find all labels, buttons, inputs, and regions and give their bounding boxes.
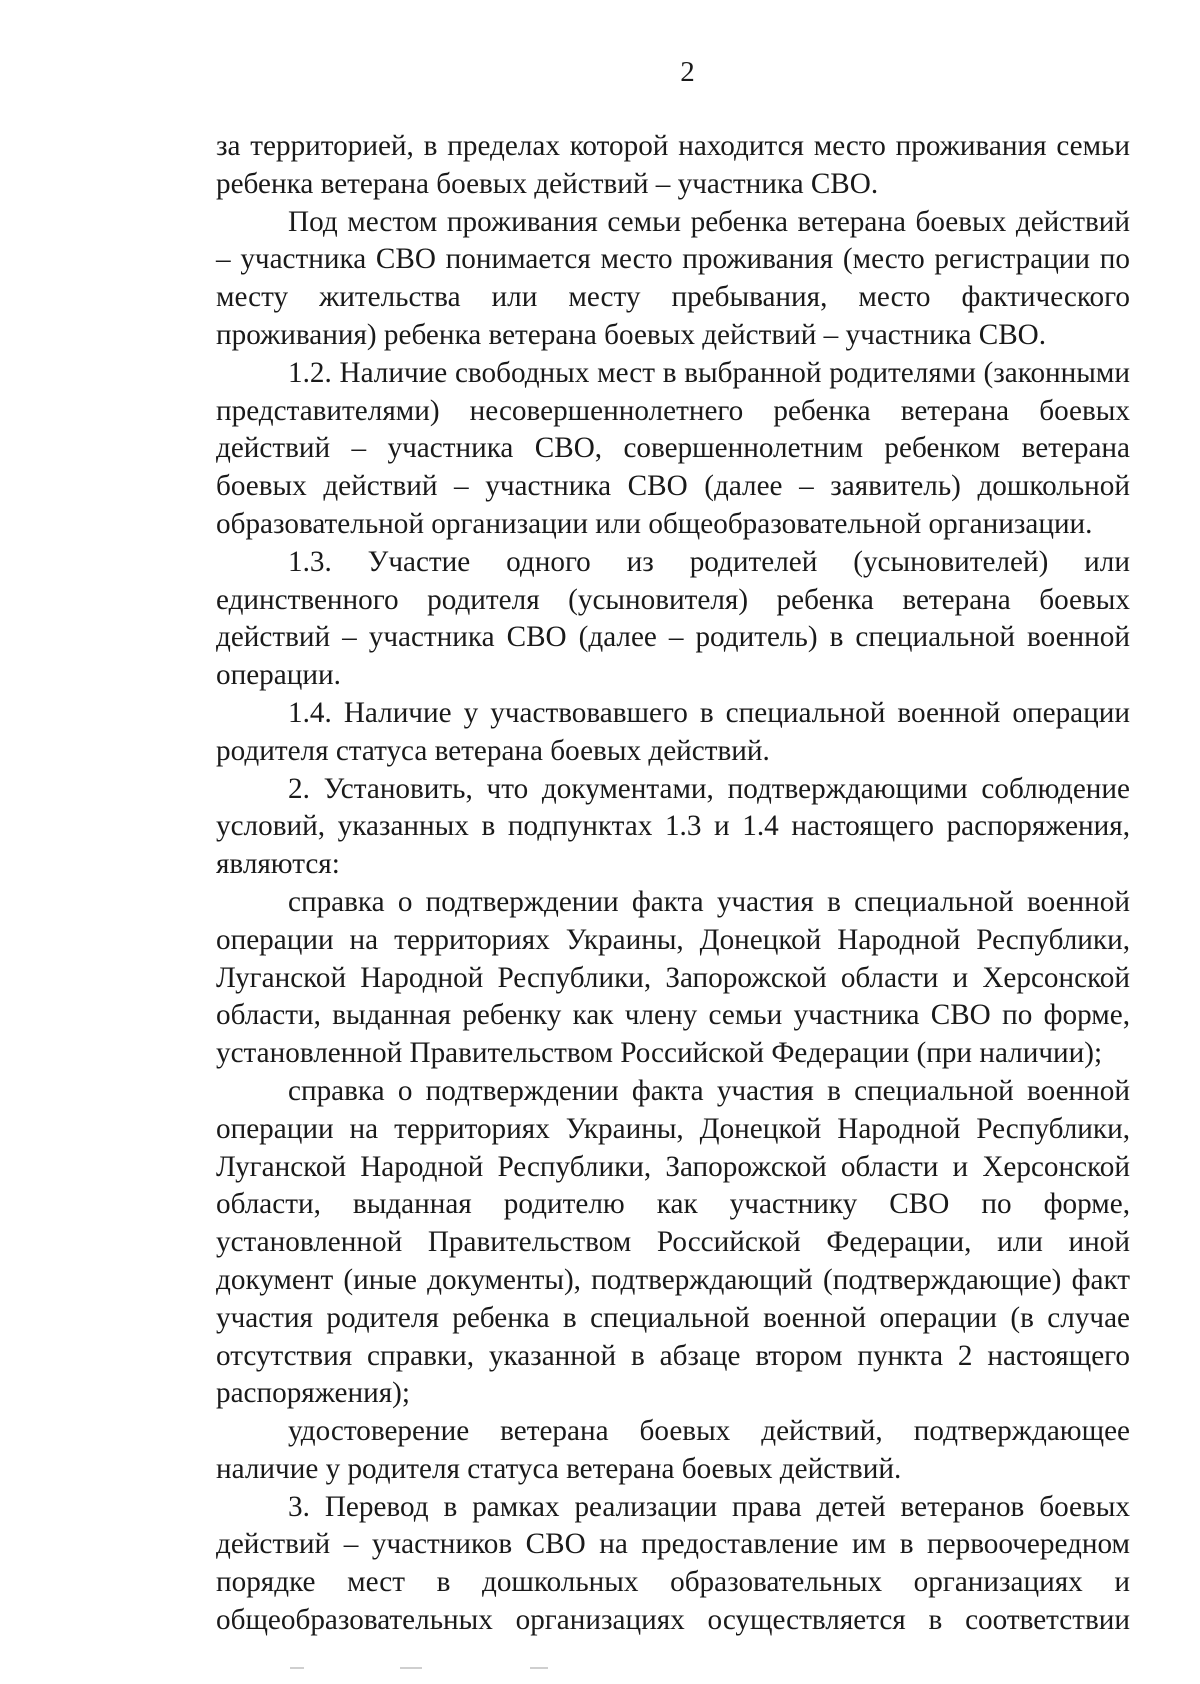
page-number: 2 — [680, 56, 695, 88]
paragraph-certificate-child: справка о подтверждении факта участия в специальной военной операции на территориях Украины, Донецкой Народной Республики, Луганской Народной Республики, Запорожской области и Херсонской области, выданная ребенку как члену семьи участника СВО по форме, установленной Правительством Российской Федерации (при наличии); — [216, 885, 1130, 1070]
document-body — [216, 128, 1130, 1640]
scan-artifact-marks — [250, 1664, 650, 1672]
paragraph-item-3: 3. Перевод в рамках реализации права детей ветеранов боевых действий – участников СВО на предоставление им в первоочередном порядке мест в дошкольных образовательных организациях и общеобразовательных организациях осуществляется в соответствии — [216, 1490, 1130, 1637]
paragraph-item-1-4: 1.4. Наличие у участвовавшего в специальной военной операции родителя статуса ветерана боевых действий. — [216, 696, 1130, 767]
paragraph-veteran-id: удостоверение ветерана боевых действий, подтверждающее наличие у родителя статуса ветерана боевых действий. — [216, 1415, 1130, 1485]
paragraph-certificate-parent: справка о подтверждении факта участия в специальной военной операции на территориях Украины, Донецкой Народной Республики, Луганской Народной Республики, Запорожской области и Херсонской области, выданная родителю как участнику СВО по форме, установленной Правительством Российской Федерации, или иной документ (иные документы), подтверждающий (подтверждающие) факт участия родителя ребенка в специальной военной операции (в случае отсутствия справки, указанной в абзаце втором пункта 2 настоящего распоряжения); — [216, 1074, 1130, 1410]
paragraph-item-1-3: 1.3. Участие одного из родителей (усыновителей) или единственного родителя (усыновителя) ребенка ветерана боевых действий – участника СВО (далее – родитель) в специальной военной операции. — [216, 545, 1130, 692]
paragraph-item-2: 2. Установить, что документами, подтверждающими соблюдение условий, указанных в подпунктах 1.3 и 1.4 настоящего распоряжения, являются: — [216, 772, 1130, 881]
paragraph-item-1-2: 1.2. Наличие свободных мест в выбранной родителями (законными представителями) несовершеннолетнего ребенка ветерана боевых действий – участника СВО, совершеннолетним ребенком ветерана боевых действий – участника СВО (далее – заявитель) дошкольной образовательной организации или общеобразовательной организации. — [216, 356, 1130, 540]
paragraph-continuation: за территорией, в пределах которой находится место проживания семьи ребенка ветерана боевых действий – участника СВО. — [216, 130, 1130, 200]
paragraph-residence-definition: Под местом проживания семьи ребенка ветерана боевых действий – участника СВО понимается место проживания (место регистрации по месту жительства или месту пребывания, место фактического проживания) ребенка ветерана боевых действий – участника СВО. — [216, 205, 1130, 351]
